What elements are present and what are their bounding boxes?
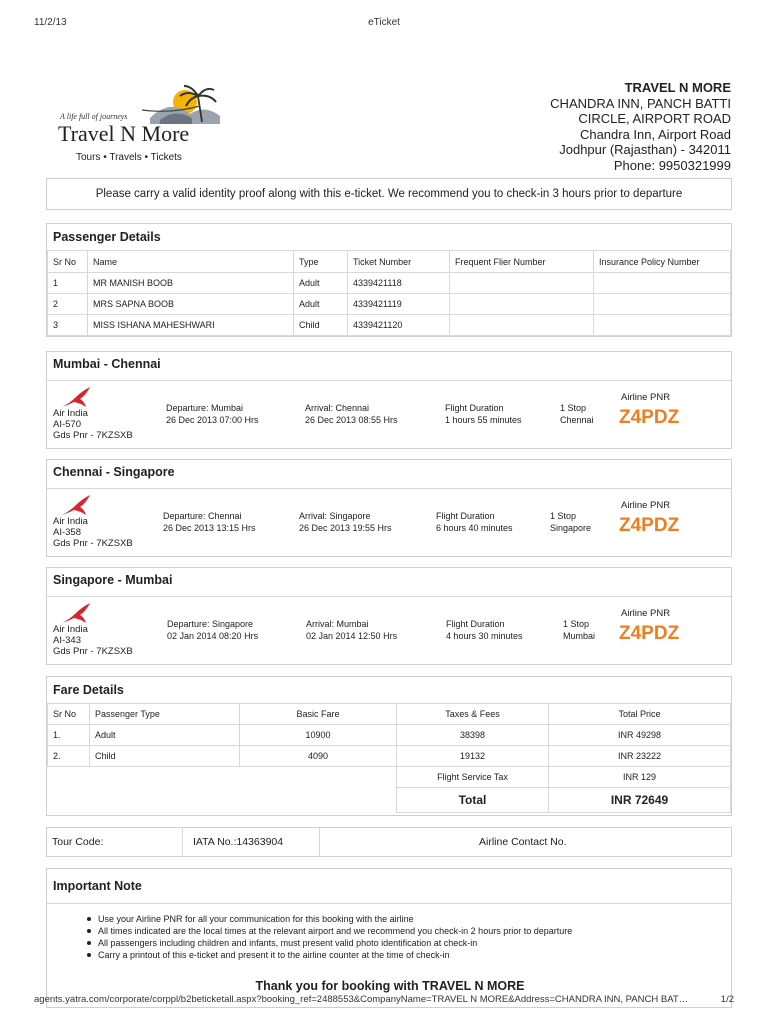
- list-item: All times indicated are the local times at the relevant airport and we recommend you check-in 2 hours prior to departure: [87, 925, 572, 937]
- flight-number: AI-343: [53, 635, 81, 646]
- stop-city: Chennai: [560, 415, 594, 425]
- arrival-info: [306, 618, 397, 642]
- arrival-time: 02 Jan 2014 12:50 Hrs: [306, 631, 398, 641]
- duration-info: [445, 402, 522, 426]
- table-cell: 4090: [240, 746, 397, 767]
- pnr-label: Airline PNR: [621, 392, 671, 403]
- column-header: Ticket Number: [348, 251, 450, 273]
- service-tax-value: INR 129: [549, 767, 731, 788]
- table-row: [48, 315, 731, 336]
- logo-brand: Travel N More: [58, 121, 190, 146]
- airline-contact: Airline Contact No.: [479, 836, 567, 848]
- print-header: [0, 17, 768, 31]
- flight-route: Singapore - Mumbai: [53, 573, 173, 587]
- column-header: Basic Fare: [240, 704, 397, 725]
- arrival-label: Arrival: Singapore: [299, 511, 371, 521]
- column-header: Sr No: [48, 251, 88, 273]
- table-cell: 4339421118: [348, 273, 450, 294]
- tour-info-bar: [46, 827, 732, 857]
- passenger-details-panel: [46, 223, 732, 337]
- airline-info: [53, 516, 133, 549]
- list-item: Use your Airline PNR for all your communication for this booking with the airline: [87, 913, 572, 925]
- passenger-table: [47, 250, 731, 336]
- stops-count: 1 Stop: [560, 403, 587, 413]
- table-cell: Adult: [294, 294, 348, 315]
- column-header: Insurance Policy Number: [594, 251, 731, 273]
- pnr-label: Airline PNR: [621, 608, 671, 619]
- total-value: INR 72649: [549, 788, 731, 813]
- important-note-title: Important Note: [53, 879, 142, 893]
- arrival-time: 26 Dec 2013 19:55 Hrs: [299, 523, 392, 533]
- arrival-info: [299, 510, 392, 534]
- print-title: eTicket: [368, 17, 400, 28]
- total-label: Total: [397, 788, 549, 813]
- stops-info: [550, 510, 591, 534]
- table-header-row: [48, 704, 731, 725]
- agency-address: [550, 80, 731, 173]
- table-cell: Adult: [294, 273, 348, 294]
- service-tax-row: [48, 767, 731, 788]
- table-row: [48, 294, 731, 315]
- departure-label: Departure: Chennai: [163, 511, 242, 521]
- agency-address-line: CHANDRA INN, PANCH BATTI: [550, 95, 731, 111]
- duration-label: Flight Duration: [436, 511, 495, 521]
- passenger-details-title: Passenger Details: [53, 230, 161, 244]
- table-cell: [450, 273, 594, 294]
- divider: [47, 380, 731, 381]
- air-india-logo-icon: [60, 601, 92, 625]
- identity-notice: Please carry a valid identity proof along with this e-ticket. We recommend you to check-in 3 hours prior to departure: [46, 178, 732, 210]
- tour-code: Tour Code:: [52, 836, 104, 848]
- flight-route: Chennai - Singapore: [53, 465, 175, 479]
- departure-info: [163, 510, 256, 534]
- stops-count: 1 Stop: [563, 619, 590, 629]
- column-header: Name: [88, 251, 294, 273]
- table-cell: INR 23222: [549, 746, 731, 767]
- table-cell: 1.: [48, 725, 90, 746]
- table-cell: 1: [48, 273, 88, 294]
- table-cell: [450, 294, 594, 315]
- stops-info: [560, 402, 594, 426]
- page-url: agents.yatra.com/corporate/corppl/b2beticketall.aspx?booking_ref=2488553&CompanyName=TRAVEL N MORE&Address=CHANDRA INN, PANCH BAT…: [34, 994, 689, 1005]
- table-cell: [594, 294, 731, 315]
- airline-pnr: Z4PDZ: [619, 515, 680, 536]
- gds-pnr: Gds Pnr - 7KZSXB: [53, 538, 133, 549]
- service-tax-label: Flight Service Tax: [397, 767, 549, 788]
- table-cell: 19132: [397, 746, 549, 767]
- logo-tagline: A life full of journeys: [60, 112, 128, 121]
- fare-table: [47, 703, 731, 813]
- empty-cell: [48, 767, 397, 813]
- table-cell: 10900: [240, 725, 397, 746]
- flight-route: Mumbai - Chennai: [53, 357, 161, 371]
- arrival-label: Arrival: Chennai: [305, 403, 370, 413]
- departure-label: Departure: Mumbai: [166, 403, 244, 413]
- column-header: Passenger Type: [90, 704, 240, 725]
- thank-you-message: Thank you for booking with TRAVEL N MORE: [255, 979, 525, 993]
- table-cell: 2: [48, 294, 88, 315]
- flight-number: AI-570: [53, 419, 81, 430]
- table-cell: 4339421119: [348, 294, 450, 315]
- print-date: 11/2/13: [34, 17, 67, 28]
- iata-number: IATA No.:14363904: [193, 836, 284, 848]
- departure-info: [167, 618, 258, 642]
- page-number: 1/2: [720, 994, 734, 1005]
- print-footer: [0, 994, 768, 1008]
- agency-address-line: Chandra Inn, Airport Road: [579, 126, 731, 142]
- divider: [47, 596, 731, 597]
- duration-value: 1 hours 55 minutes: [445, 415, 522, 425]
- table-row: [48, 746, 731, 767]
- departure-label: Departure: Singapore: [167, 619, 254, 629]
- column-header: Frequent Flier Number: [450, 251, 594, 273]
- table-row: [48, 725, 731, 746]
- table-cell: 2.: [48, 746, 90, 767]
- departure-time: 26 Dec 2013 07:00 Hrs: [166, 415, 259, 425]
- divider: [319, 828, 320, 856]
- palm-tree-sunset-icon: [130, 84, 220, 124]
- departure-time: 26 Dec 2013 13:15 Hrs: [163, 523, 256, 533]
- flight-segment: [46, 351, 732, 449]
- table-cell: [594, 273, 731, 294]
- duration-info: [436, 510, 513, 534]
- gds-pnr: Gds Pnr - 7KZSXB: [53, 430, 133, 441]
- arrival-info: [305, 402, 398, 426]
- arrival-label: Arrival: Mumbai: [306, 619, 369, 629]
- column-header: Type: [294, 251, 348, 273]
- important-note-panel: [46, 868, 732, 1008]
- duration-info: [446, 618, 523, 642]
- table-header-row: [48, 251, 731, 273]
- duration-label: Flight Duration: [446, 619, 505, 629]
- table-cell: Child: [294, 315, 348, 336]
- list-item: All passengers including children and infants, must present valid photo identification at check-in: [87, 937, 572, 949]
- table-cell: Adult: [90, 725, 240, 746]
- gds-pnr: Gds Pnr - 7KZSXB: [53, 646, 133, 657]
- agency-phone: Phone: 9950321999: [613, 157, 731, 173]
- logo-subtitle: Tours • Travels • Tickets: [76, 152, 182, 163]
- airline-name: Air India: [53, 624, 88, 635]
- airline-pnr: Z4PDZ: [619, 407, 680, 428]
- column-header: Total Price: [549, 704, 731, 725]
- column-header: Sr No: [48, 704, 90, 725]
- duration-value: 6 hours 40 minutes: [436, 523, 513, 533]
- table-row: [48, 273, 731, 294]
- table-cell: INR 49298: [549, 725, 731, 746]
- air-india-logo-icon: [60, 385, 92, 409]
- stop-city: Singapore: [550, 523, 592, 533]
- flight-segment: [46, 459, 732, 557]
- divider: [182, 828, 183, 856]
- list-item: Carry a printout of this e-ticket and present it to the airline counter at the time of check-in: [87, 949, 572, 961]
- pnr-label: Airline PNR: [621, 500, 671, 511]
- airline-info: [53, 408, 133, 441]
- divider: [47, 488, 731, 489]
- departure-time: 02 Jan 2014 08:20 Hrs: [167, 631, 259, 641]
- note-list: [87, 913, 572, 961]
- fare-details-title: Fare Details: [53, 683, 124, 697]
- table-cell: MISS ISHANA MAHESHWARI: [88, 315, 294, 336]
- air-india-logo-icon: [60, 493, 92, 517]
- stops-count: 1 Stop: [550, 511, 577, 521]
- column-header: Taxes & Fees: [397, 704, 549, 725]
- table-cell: Child: [90, 746, 240, 767]
- agency-name: TRAVEL N MORE: [624, 80, 731, 95]
- airline-pnr: Z4PDZ: [619, 623, 680, 644]
- agency-address-line: Jodhpur (Rajasthan) - 342011: [559, 142, 731, 157]
- table-cell: 38398: [397, 725, 549, 746]
- stop-city: Mumbai: [563, 631, 596, 641]
- airline-info: [53, 624, 133, 657]
- agency-address-line: CIRCLE, AIRPORT ROAD: [578, 111, 731, 126]
- airline-name: Air India: [53, 408, 88, 419]
- fare-details-panel: [46, 676, 732, 816]
- table-cell: 3: [48, 315, 88, 336]
- flight-number: AI-358: [53, 527, 81, 538]
- flight-segment: [46, 567, 732, 665]
- table-cell: [450, 315, 594, 336]
- table-cell: MR MANISH BOOB: [88, 273, 294, 294]
- table-cell: [594, 315, 731, 336]
- airline-name: Air India: [53, 516, 88, 527]
- departure-info: [166, 402, 259, 426]
- stops-info: [563, 618, 595, 642]
- duration-value: 4 hours 30 minutes: [446, 631, 523, 641]
- agency-logo: [50, 82, 228, 164]
- duration-label: Flight Duration: [445, 403, 504, 413]
- divider: [47, 903, 731, 904]
- arrival-time: 26 Dec 2013 08:55 Hrs: [305, 415, 398, 425]
- table-cell: MRS SAPNA BOOB: [88, 294, 294, 315]
- table-cell: 4339421120: [348, 315, 450, 336]
